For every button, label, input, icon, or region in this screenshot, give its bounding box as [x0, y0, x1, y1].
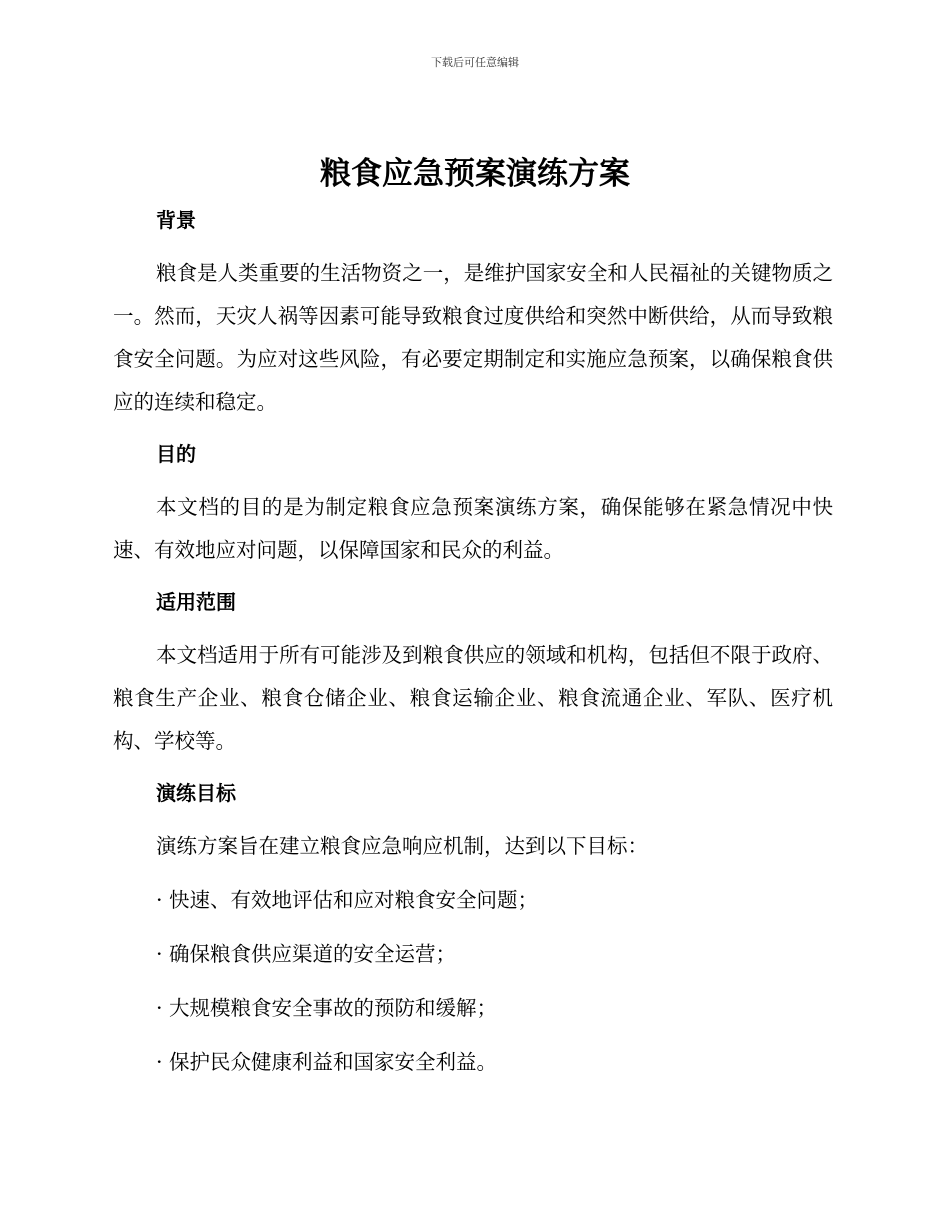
section-heading: 背景	[156, 208, 196, 232]
section-background	[113, 198, 833, 432]
list-item: · 保护民众健康利益和国家安全利益。	[156, 1050, 498, 1074]
section-heading: 演练目标	[156, 781, 236, 805]
section-paragraph: 本文档适用于所有可能涉及到粮食供应的领域和机构，包括但不限于政府、粮食生产企业、粮食仓储企业、粮食运输企业、粮食流通企业、军队、医疗机构、学校等。	[113, 643, 833, 753]
section-heading: 目的	[156, 442, 196, 466]
list-item: · 快速、有效地评估和应对粮食安全问题；	[156, 888, 539, 912]
section-scope	[113, 580, 833, 771]
list-item: · 大规模粮食安全事故的预防和缓解；	[156, 996, 498, 1020]
section-purpose	[113, 432, 833, 580]
section-paragraph: 本文档的目的是为制定粮食应急预案演练方案，确保能够在紧急情况中快速、有效地应对问题，以保障国家和民众的利益。	[113, 495, 833, 562]
section-paragraph: 演练方案旨在建立粮食应急响应机制，达到以下目标：	[156, 834, 648, 858]
list-item: · 确保粮食供应渠道的安全运营；	[156, 942, 457, 966]
section-paragraph: 粮食是人类重要的生活物资之一，是维护国家安全和人民福祉的关键物质之一。然而，天灾人祸等因素可能导致粮食过度供给和突然中断供给，从而导致粮食安全问题。为应对这些风险，有必要定期制定和实施应急预案，以确保粮食供应的连续和稳定。	[113, 261, 833, 414]
section-heading: 适用范围	[156, 590, 236, 614]
page-header: 下载后可任意编辑	[431, 56, 519, 69]
document-body	[113, 198, 833, 1084]
document-title: 粮食应急预案演练方案	[320, 156, 630, 192]
section-drill-goals	[113, 771, 833, 1084]
